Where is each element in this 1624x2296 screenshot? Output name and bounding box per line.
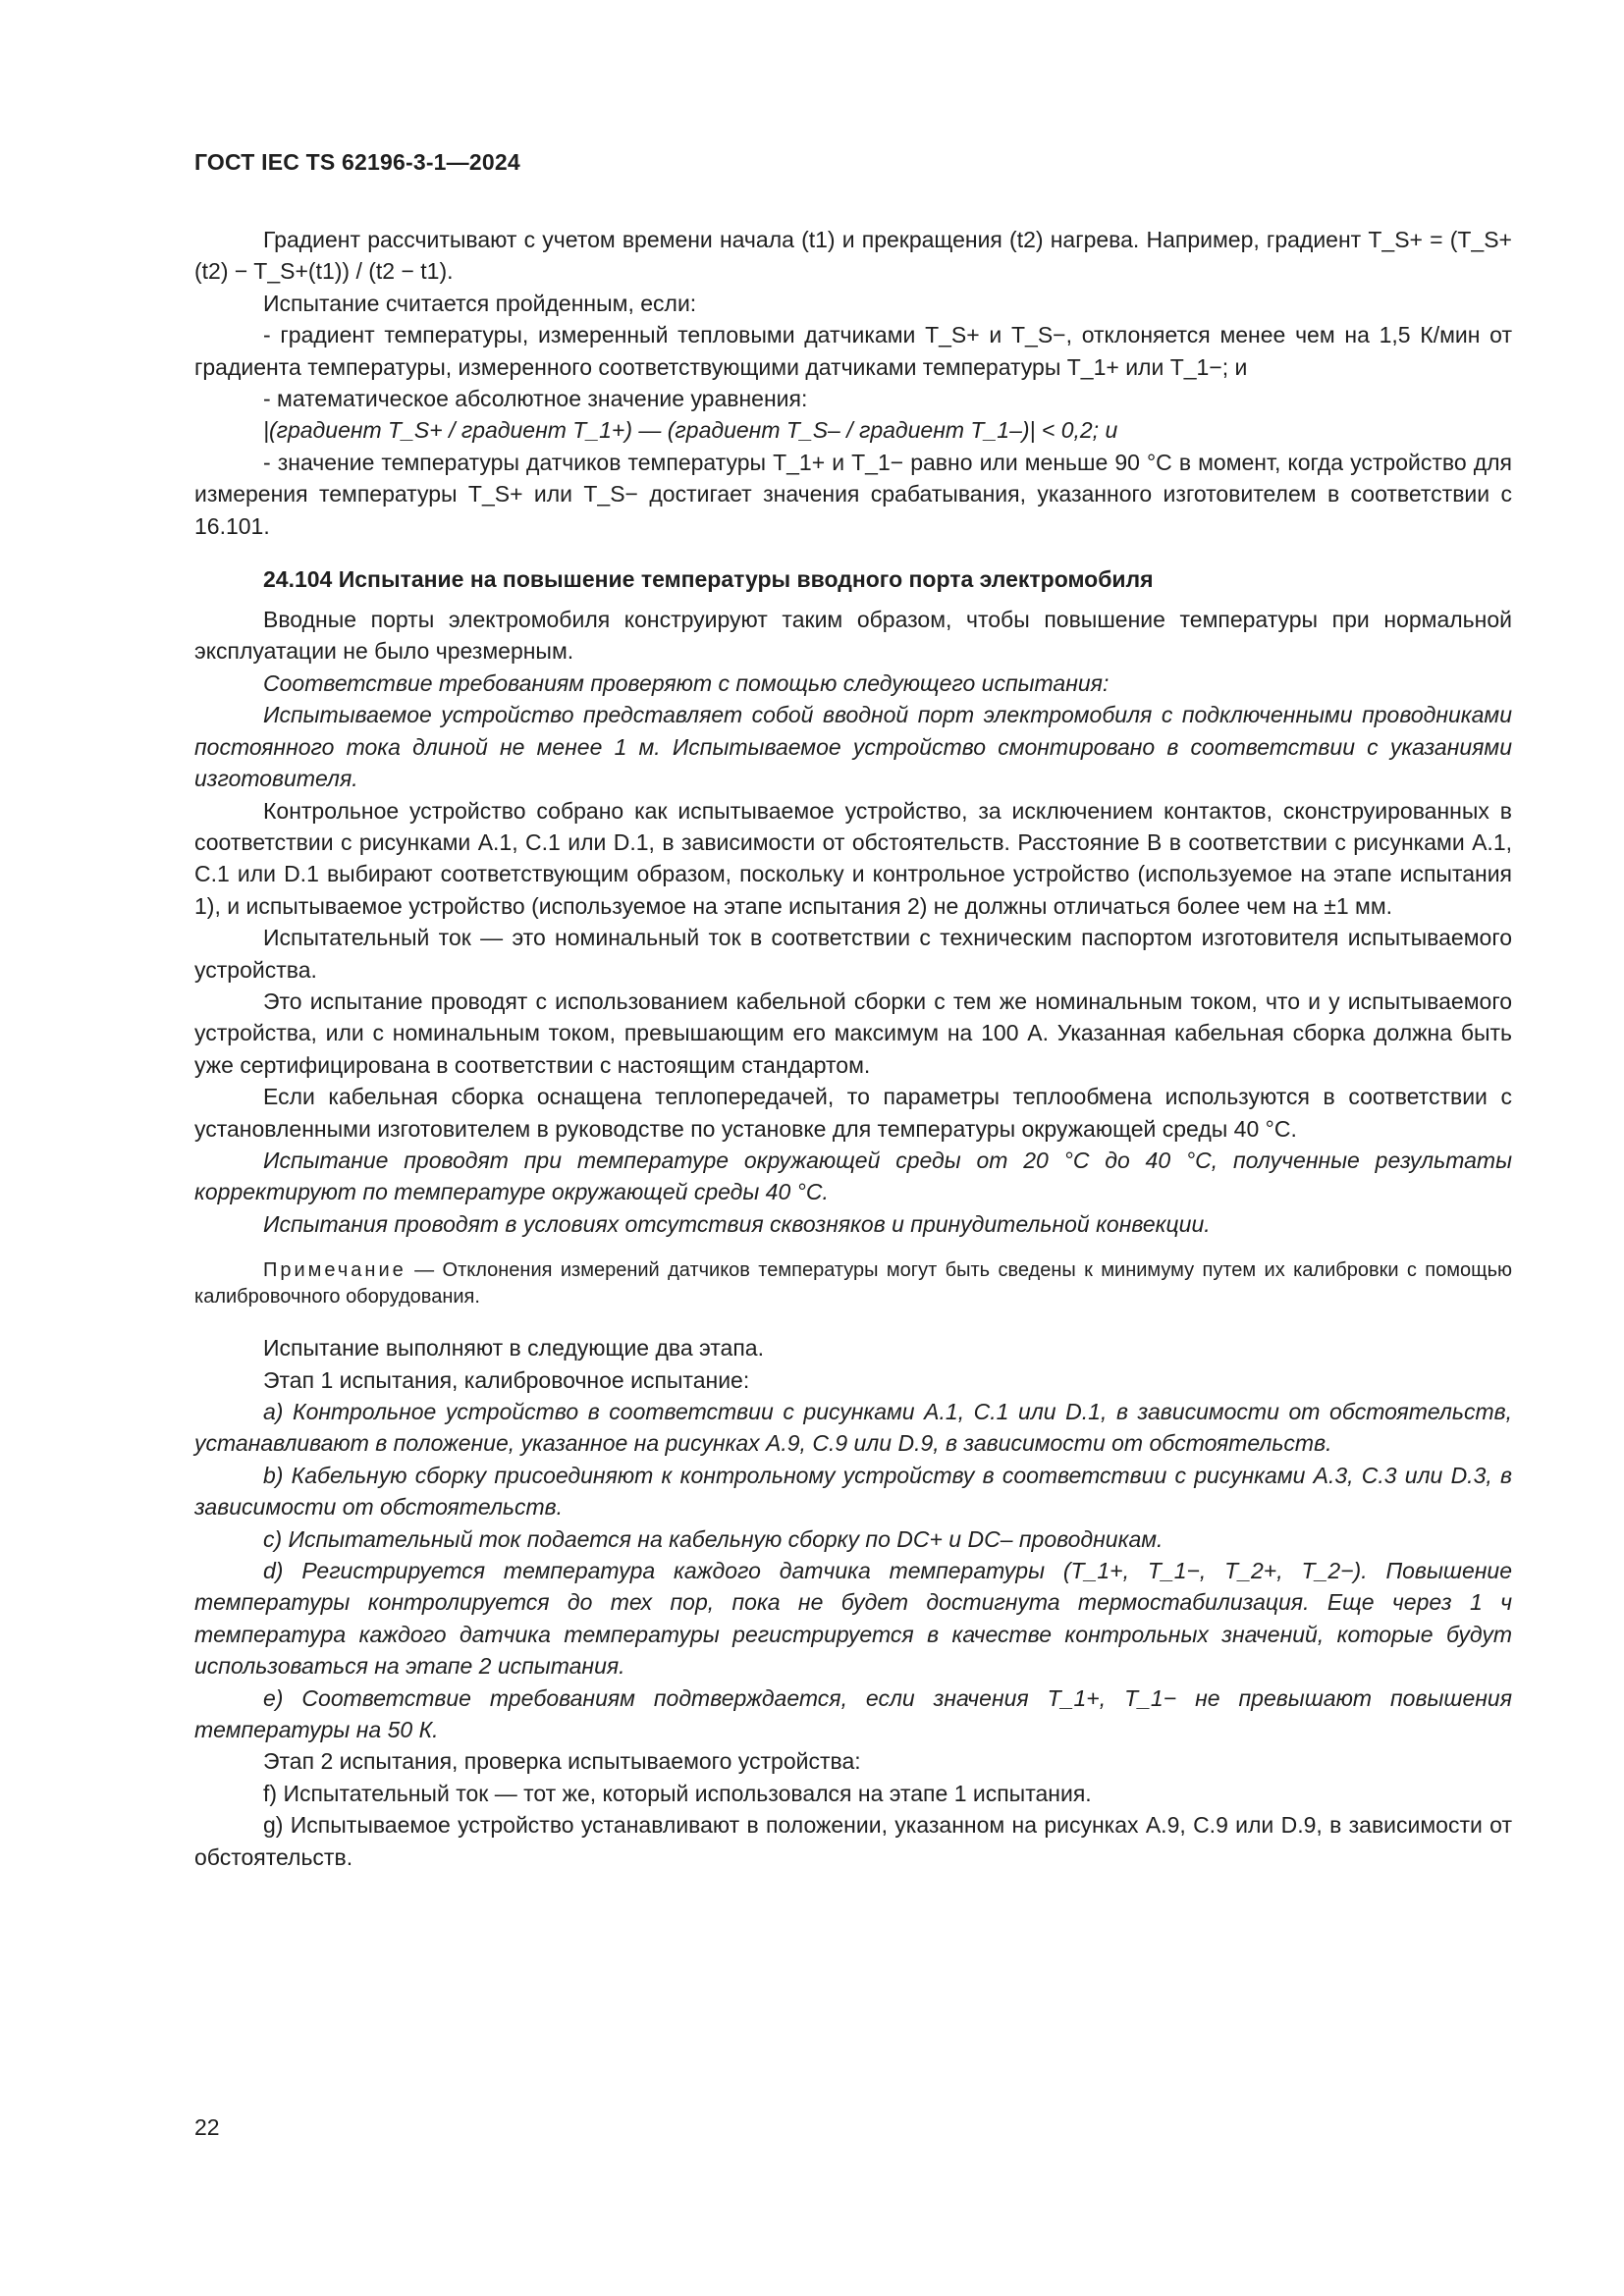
document-body [194, 224, 1512, 1873]
paragraph: Испытание проводят при температуре окружающей среды от 20 °C до 40 °C, полученные результаты корректируют по температуре окружающей среды 40 °C. [194, 1147, 1512, 1205]
paragraph: Контрольное устройство собрано как испытываемое устройство, за исключением контактов, сконструированных в соответствии с рисунками A.1, C.1 или D.1, в зависимости от обстоятельств. Расстояние B в соответствии с рисунками A.1, C.1 или D.1 выбирают соответствующим образом, поскольку и контрольное устройство (используемое на этапе испытания 1), и испытываемое устройство (используемое на этапе испытания 2) не должны отличаться более чем на ±1 мм. [194, 797, 1512, 919]
note [194, 1257, 1512, 1310]
list-item: - градиент температуры, измеренный тепловыми датчиками T_S+ и T_S−, отклоняется менее чем на 1,5 К/мин от градиента температуры, измеренного соответствующими датчиками температуры T_1+ или T_1−; и [194, 322, 1512, 380]
paragraph: Испытательный ток — это номинальный ток в соответствии с техническим паспортом изготовителя испытываемого устройства. [194, 925, 1512, 983]
list-item: b) Кабельную сборку присоединяют к контрольному устройству в соответствии с рисунками A.3, C.3 или D.3, в зависимости от обстоятельств. [194, 1462, 1512, 1521]
paragraph: Если кабельная сборка оснащена теплопередачей, то параметры теплообмена используются в соответствии с установленными изготовителем в руководстве по установке для температуры окружающей среды 40 °C. [194, 1084, 1512, 1142]
note-label: Примечание [263, 1259, 406, 1282]
paragraph: Градиент рассчитывают с учетом времени начала (t1) и прекращения (t2) нагрева. Например, градиент T_S+ = (T_S+(t2) − T_S+(t1)) / (t2 − t1). [194, 227, 1512, 285]
paragraph: Этап 2 испытания, проверка испытываемого устройства: [263, 1748, 861, 1775]
note-text: — Отклонения измерений датчиков температуры могут быть сведены к минимуму путем их калибровки с помощью калибровочного оборудования. [194, 1259, 1512, 1308]
paragraph: Этап 1 испытания, калибровочное испытание: [263, 1366, 750, 1393]
list-item: - значение температуры датчиков температуры T_1+ и T_1− равно или меньше 90 °C в момент, когда устройство для измерения температуры T_S+ или T_S− достигает значения срабатывания, указанного изготовителем в соответствии с 16.101. [194, 449, 1512, 539]
section-heading: 24.104 Испытание на повышение температуры вводного порта электромобиля [263, 566, 1154, 593]
paragraph: Испытания проводят в условиях отсутствия сквозняков и принудительной конвекции. [263, 1210, 1211, 1237]
list-item: - математическое абсолютное значение уравнения: [263, 386, 808, 412]
list-item: c) Испытательный ток подается на кабельную сборку по DC+ и DC– проводникам. [263, 1525, 1164, 1552]
list-item: d) Регистрируется температура каждого датчика температуры (T_1+, T_1−, T_2+, T_2−). Повышение температуры контролируется до тех пор, пока не будет достигнута термостабилизация. Еще через 1 ч температура каждого датчика температуры регистрируется в качестве контрольных значений, которые будут использоваться на этапе 2 испытания. [194, 1558, 1512, 1680]
page-number: 22 [194, 2114, 220, 2140]
paragraph: Испытание считается пройденным, если: [263, 290, 697, 316]
paragraph: Испытание выполняют в следующие два этапа. [263, 1335, 764, 1362]
paragraph: Вводные порты электромобиля конструируют таким образом, чтобы повышение температуры при нормальной эксплуатации не было чрезмерным. [194, 607, 1512, 665]
document-header: ГОСТ IEC TS 62196-3-1—2024 [194, 149, 520, 175]
list-item: e) Соответствие требованиям подтверждается, если значения T_1+, T_1− не превышают повышения температуры на 50 К. [194, 1684, 1512, 1743]
formula: |(градиент T_S+ / градиент T_1+) — (градиент T_S– / градиент T_1–)| < 0,2; и [263, 417, 1118, 444]
list-item: f) Испытательный ток — тот же, который использовался на этапе 1 испытания. [263, 1780, 1092, 1806]
paragraph: Испытываемое устройство представляет собой вводной порт электромобиля с подключенными проводниками постоянного тока длиной не менее 1 м. Испытываемое устройство смонтировано в соответствии с указаниями изготовителя. [194, 702, 1512, 792]
paragraph: Это испытание проводят с использованием кабельной сборки с тем же номинальным током, что и у испытываемого устройства, или с номинальным током, превышающим его максимум на 100 А. Указанная кабельная сборка должна быть уже сертифицирована в соответствии с настоящим стандартом. [194, 988, 1512, 1078]
list-item: a) Контрольное устройство в соответствии с рисунками A.1, C.1 или D.1, в зависимости от обстоятельств, устанавливают в положение, указанное на рисунках A.9, C.9 или D.9, в зависимости от обстоятельств. [194, 1399, 1512, 1457]
list-item: g) Испытываемое устройство устанавливают в положении, указанном на рисунках A.9, C.9 или D.9, в зависимости от обстоятельств. [194, 1812, 1512, 1870]
paragraph: Соответствие требованиям проверяют с помощью следующего испытания: [263, 669, 1110, 696]
